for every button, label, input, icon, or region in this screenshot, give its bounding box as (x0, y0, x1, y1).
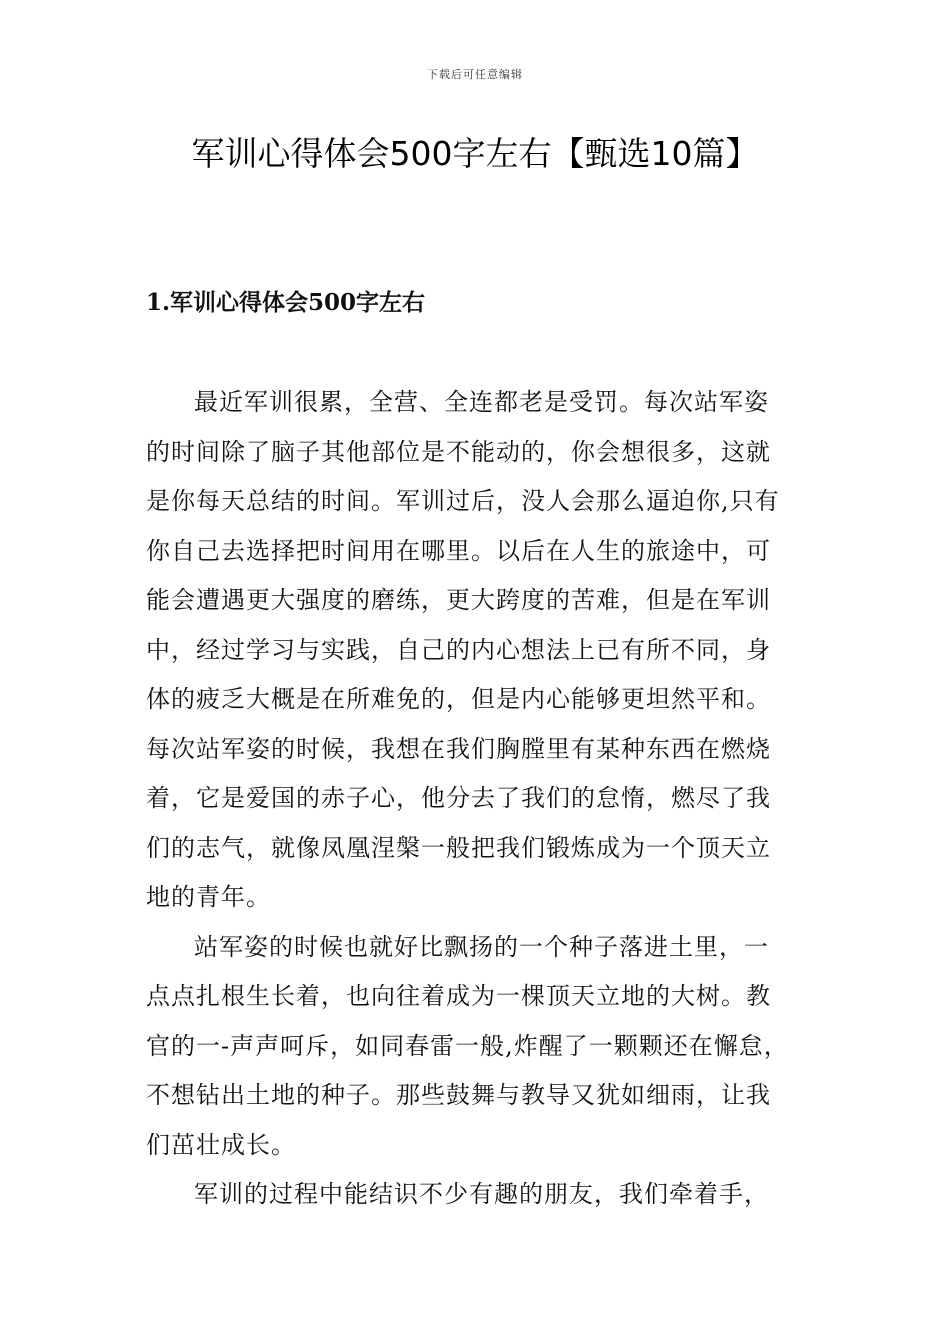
text-line: 地的青年。 (146, 883, 271, 911)
text-line: 军训的过程中能结识不少有趣的朋友，我们牵着手， (194, 1180, 769, 1208)
text-line: 你自己去选择把时间用在哪里。以后在人生的旅途中，可 (146, 536, 771, 565)
body-text (146, 378, 811, 1220)
document-title: 军训心得体会500字左右【甄选10篇】 (191, 134, 759, 173)
text-line: 不想钻出土地的种子。那些鼓舞与教导又犹如细雨，让我 (146, 1081, 771, 1109)
text-line: 能会遭遇更大强度的磨练，更大跨度的苦难，但是在军训 (146, 586, 771, 614)
text-line: 是你每天总结的时间。军训过后，没人会那么逼迫你,只有 (146, 487, 780, 515)
section-heading: 1.军训心得体会500字左右 (146, 289, 426, 316)
text-line: 点点扎根生长着，也向往着成为一棵顶天立地的大树。教 (146, 982, 771, 1010)
paragraph (146, 1170, 811, 1220)
text-line: 最近军训很累，全营、全连都老是受罚。每次站军姿 (194, 388, 769, 416)
paragraph (146, 378, 811, 923)
text-line: 官的一-声声呵斥，如同春雷一般,炸醒了一颗颗还在懈怠， (146, 1031, 789, 1060)
text-line: 每次站军姿的时候，我想在我们胸膛里有某种东西在燃烧 (146, 734, 771, 763)
header-note: 下载后可任意编辑 (427, 68, 523, 81)
text-line: 站军姿的时候也就好比飘扬的一个种子落进土里，一 (194, 932, 769, 961)
text-line: 体的疲乏大概是在所难免的，但是内心能够更坦然平和。 (146, 685, 771, 713)
text-line: 的时间除了脑子其他部位是不能动的，你会想很多，这就 (146, 437, 771, 466)
text-line: 们的志气，就像凤凰涅槃一般把我们锻炼成为一个顶天立 (146, 833, 771, 862)
paragraph (146, 923, 811, 1171)
text-line: 们茁壮成长。 (146, 1130, 296, 1159)
text-line: 着，它是爱国的赤子心，他分去了我们的怠惰，燃尽了我 (146, 784, 771, 812)
text-line: 中，经过学习与实践，自己的内心想法上已有所不同，身 (146, 635, 771, 664)
